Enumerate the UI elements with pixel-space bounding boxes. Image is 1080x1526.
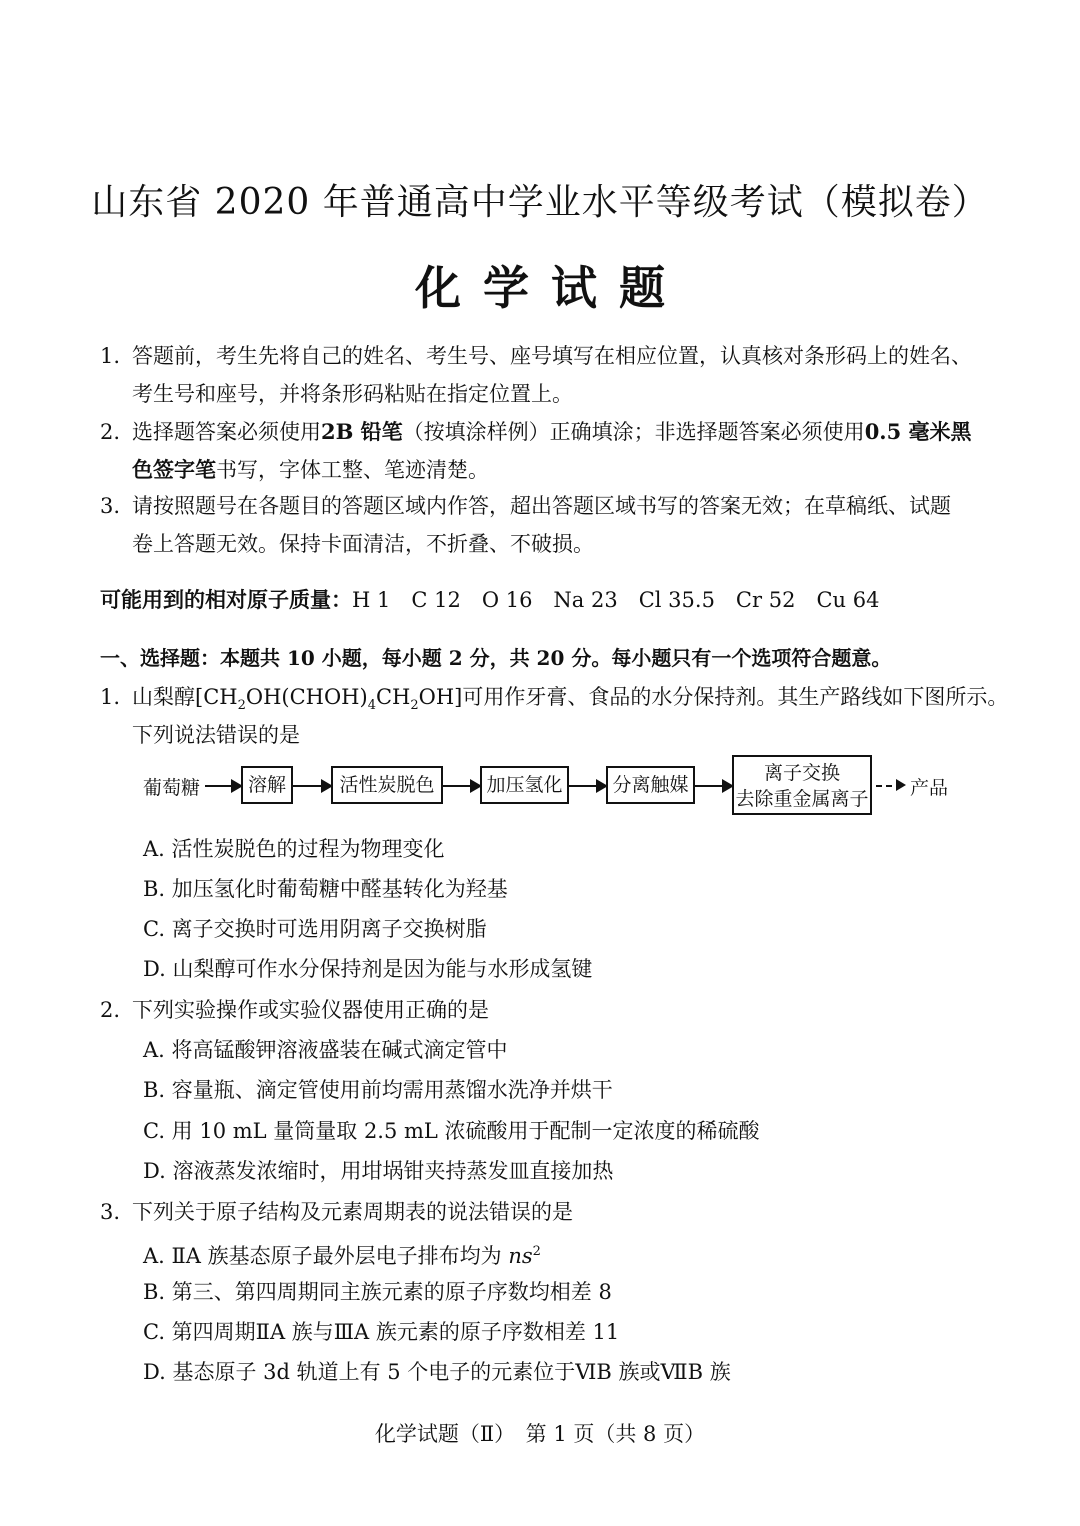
instruction-2-text-c: （按填涂样例）正确填涂；非选择题答案必须使用 [402, 420, 865, 444]
flow-arrow-1 [205, 785, 241, 787]
q2-option-d: D. 溶液蒸发浓缩时，用坩埚钳夹持蒸发皿直接加热 [143, 1159, 614, 1183]
q1-stem-c: CH [375, 685, 411, 709]
flow-box-separate: 分离触媒 [606, 766, 695, 804]
q1-option-b: B. 加压氢化时葡萄糖中醛基转化为羟基 [143, 877, 508, 901]
q1-stem-a: 山梨醇[CH [132, 685, 238, 709]
subject-title: 化学试题 [415, 261, 687, 315]
page-title: 山东省 2020 年普通高中学业水平等级考试（模拟卷） [91, 182, 989, 223]
q2-num: 2. [100, 998, 121, 1022]
q3-option-a [143, 1238, 541, 1270]
q3-option-a-ns: ns [508, 1244, 533, 1268]
flow-box-ion-exchange-line1: 离子交换 [763, 762, 840, 784]
flow-dashed-arrow [876, 785, 902, 787]
flow-box-ion-exchange-line2: 去除重金属离子 [735, 788, 869, 810]
instruction-2-pen-2: 色签字笔 [132, 457, 216, 482]
flow-box-dissolve: 溶解 [241, 766, 293, 804]
instruction-2-text-e: 书写，字体工整、笔迹清楚。 [216, 458, 489, 482]
q1-sub-1: 2 [237, 698, 246, 714]
q1-stem-b: OH(CHOH) [245, 685, 368, 709]
q3-option-c: C. 第四周期ⅡA 族与ⅢA 族元素的原子序数相差 11 [143, 1320, 620, 1344]
instruction-1-line2: 考生号和座号，并将条形码粘贴在指定位置上。 [132, 382, 573, 406]
q3-stem: 下列关于原子结构及元素周期表的说法错误的是 [132, 1200, 573, 1224]
q3-option-a-sup: 2 [532, 1244, 541, 1259]
section-heading: 一、选择题：本题共 10 小题，每小题 2 分，共 20 分。每小题只有一个选项符合题意。 [100, 646, 892, 670]
instruction-2-text-a: 选择题答案必须使用 [132, 420, 321, 444]
q1-option-c: C. 离子交换时可选用阴离子交换树脂 [143, 917, 487, 941]
instruction-1-num: 1. [100, 344, 121, 368]
instruction-2-pencil: 2B 铅笔 [321, 419, 403, 444]
q2-option-a: A. 将高锰酸钾溶液盛装在碱式滴定管中 [143, 1038, 508, 1062]
q3-option-b: B. 第三、第四周期同主族元素的原子序数均相差 8 [143, 1280, 612, 1304]
atomic-mass-values: H 1 C 12 O 16 Na 23 Cl 35.5 Cr 52 Cu 64 [352, 588, 880, 612]
flow-box-decolor: 活性炭脱色 [331, 766, 443, 804]
instruction-3-line2: 卷上答题无效。保持卡面清洁，不折叠、不破损。 [132, 532, 594, 556]
q2-option-c: C. 用 10 mL 量筒量取 2.5 mL 浓硫酸用于配制一定浓度的稀硫酸 [143, 1119, 760, 1143]
instruction-1-line1: 答题前，考生先将自己的姓名、考生号、座号填写在相应位置，认真核对条形码上的姓名、 [132, 344, 972, 368]
instruction-3-num: 3. [100, 494, 121, 518]
flow-end-label: 产品 [910, 777, 949, 799]
flow-arrow-5 [695, 785, 732, 787]
q1-option-d: D. 山梨醇可作水分保持剂是因为能与水形成氢键 [143, 957, 593, 981]
q1-option-a: A. 活性炭脱色的过程为物理变化 [143, 837, 445, 861]
q1-stem-line2: 下列说法错误的是 [132, 723, 300, 747]
q1-num: 1. [100, 685, 121, 709]
page-footer: 化学试题（Ⅱ） 第 1 页（共 8 页） [374, 1422, 706, 1446]
q2-option-b: B. 容量瓶、滴定管使用前均需用蒸馏水洗净并烘干 [143, 1078, 613, 1102]
q3-num: 3. [100, 1200, 121, 1224]
q2-stem: 下列实验操作或实验仪器使用正确的是 [132, 998, 489, 1022]
q1-sub-3: 2 [410, 698, 419, 714]
q1-stem-line1 [132, 683, 1008, 720]
flow-arrow-2 [293, 785, 331, 787]
atomic-mass-line [100, 586, 879, 614]
instruction-2-pen: 0.5 毫米黑 [864, 419, 972, 444]
flow-arrow-4 [569, 785, 606, 787]
instruction-2-num: 2. [100, 420, 121, 444]
q1-sub-2: 4 [367, 698, 376, 714]
atomic-mass-label: 可能用到的相对原子质量： [100, 587, 352, 612]
q1-stem-d: OH]可用作牙膏、食品的水分保持剂。其生产路线如下图所示。 [418, 685, 1009, 709]
instruction-3-line1: 请按照题号在各题目的答题区域内作答，超出答题区域书写的答案无效；在草稿纸、试题 [132, 494, 951, 518]
flow-box-ion-exchange [732, 755, 872, 815]
instruction-2-line1 [132, 418, 972, 446]
flow-arrow-3 [443, 785, 480, 787]
flow-start-label: 葡萄糖 [143, 777, 201, 799]
q3-option-a-text: A. ⅡA 族基态原子最外层电子排布均为 [143, 1244, 509, 1268]
flow-box-hydrogenate: 加压氢化 [480, 766, 569, 804]
instruction-2-line2 [132, 456, 489, 484]
q3-option-d: D. 基态原子 3d 轨道上有 5 个电子的元素位于ⅥB 族或ⅦB 族 [143, 1360, 731, 1384]
